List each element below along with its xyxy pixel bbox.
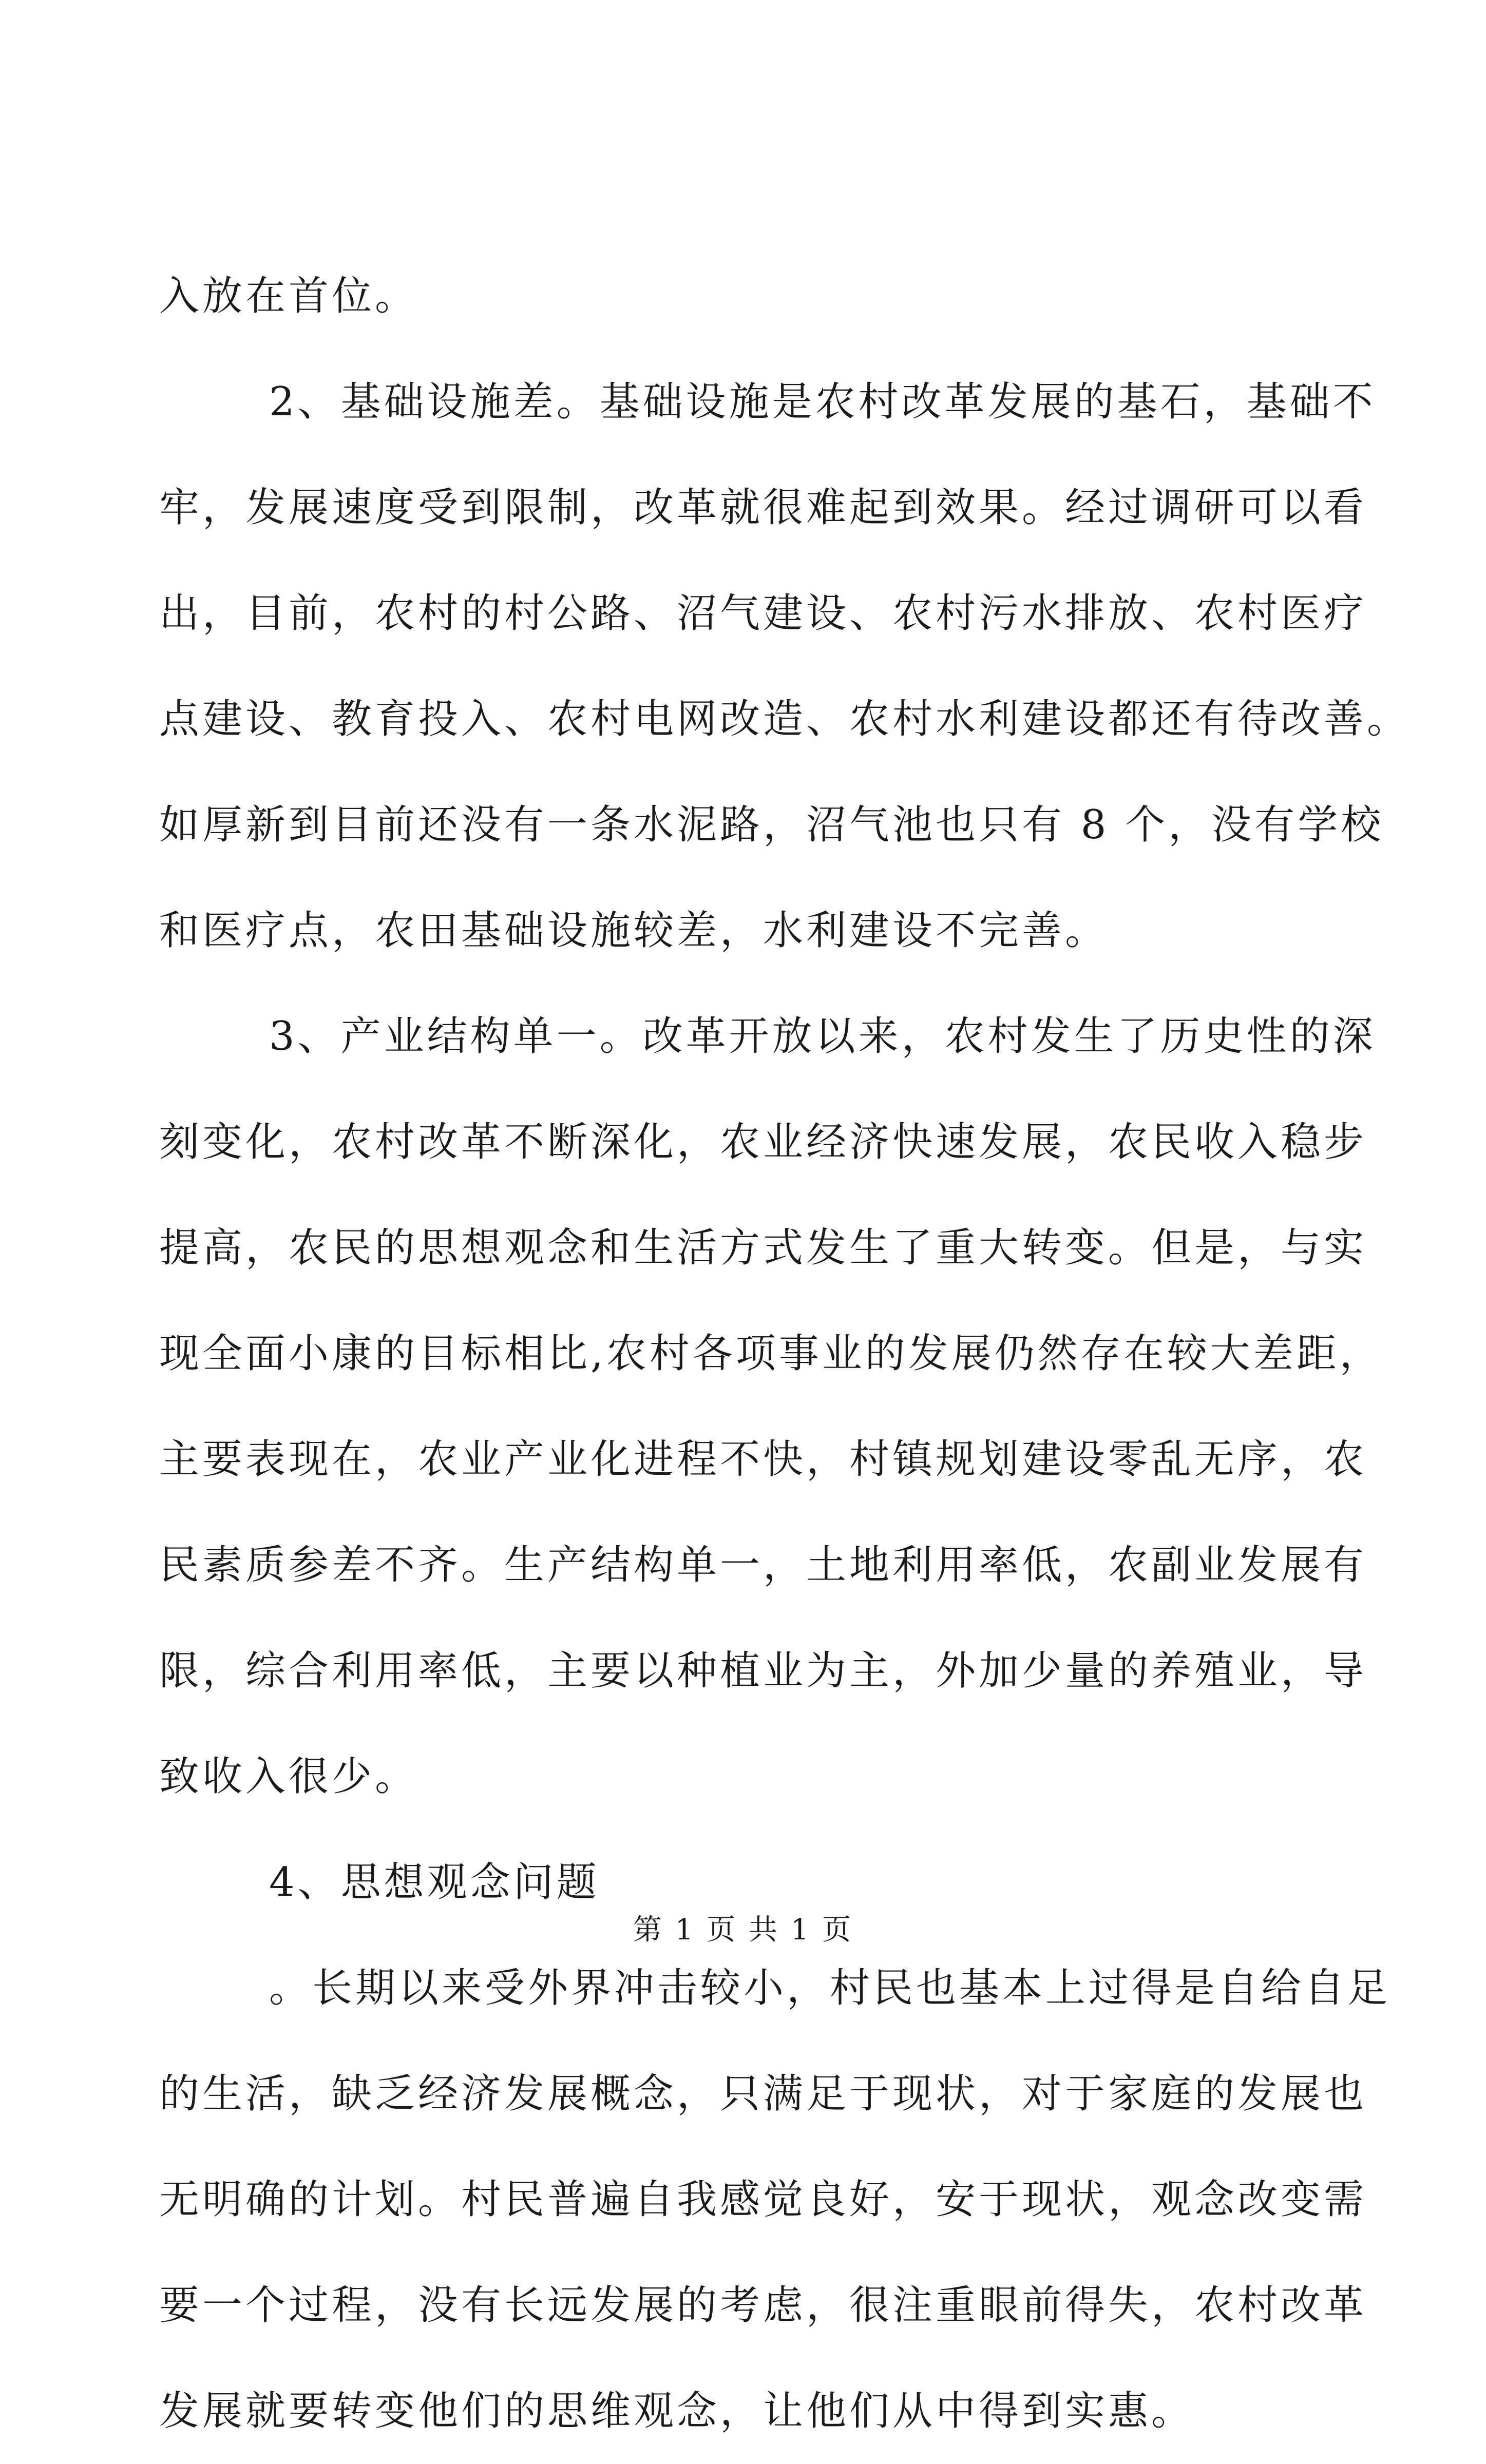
text-line: 发展就要转变他们的思维观念，让他们从中得到实惠。	[159, 2388, 1195, 2434]
text-line: 出，目前，农村的村公路、沼气建设、农村污水排放、农村医疗	[159, 590, 1367, 637]
text-line: 刻变化，农村改革不断深化，农业经济快速发展，农民收入稳步	[159, 1119, 1367, 1165]
text-line: 入放在首位。	[159, 273, 418, 319]
paragraph-heading-infrastructure: 2、基础设施差。基础设施是农村改革发展的基石，基础不	[269, 379, 1376, 425]
text-line: 提高，农民的思想观念和生活方式发生了重大转变。但是，与实	[159, 1225, 1367, 1271]
text-line: 如厚新到目前还没有一条水泥路，沼气池也只有 8 个，没有学校	[159, 802, 1384, 848]
document-body	[159, 243, 1411, 2464]
text-line: 现全面小康的目标相比,农村各项事业的发展仍然存在较大差距，	[159, 1331, 1383, 1377]
text-line: 要一个过程，没有长远发展的考虑，很注重眼前得失，农村改革	[159, 2282, 1367, 2328]
text-line: 无明确的计划。村民普遍自我感觉良好，安于现状，观念改变需	[159, 2177, 1367, 2223]
text-line: 致收入很少。	[159, 1754, 418, 1800]
text-line: 和医疗点，农田基础设施较差，水利建设不完善。	[159, 908, 1109, 954]
paragraph-heading-industry-structure: 3、产业结构单一。改革开放以来，农村发生了历史性的深	[269, 1013, 1376, 1060]
text-line: 的生活，缺乏经济发展概念，只满足于现状，对于家庭的发展也	[159, 2071, 1367, 2117]
text-line: 限，综合利用率低，主要以种植业为主，外加少量的养殖业，导	[159, 1648, 1367, 1694]
text-line: 点建设、教育投入、农村电网改造、农村水利建设都还有待改善。	[159, 696, 1411, 742]
paragraph-heading-mindset: 4、思想观念问题	[269, 1859, 600, 1905]
text-line: 主要表现在，农业产业化进程不快，村镇规划建设零乱无序，农	[159, 1436, 1367, 1483]
text-line: 牢，发展速度受到限制，改革就很难起到效果。经过调研可以看	[159, 485, 1367, 531]
text-line: 民素质参差不齐。生产结构单一，土地利用率低，农副业发展有	[159, 1542, 1367, 1588]
text-line: 。长期以来受外界冲击较小，村民也基本上过得是自给自足	[269, 1965, 1391, 2011]
page-footer: 第 1 页 共 1 页	[633, 1913, 853, 1947]
